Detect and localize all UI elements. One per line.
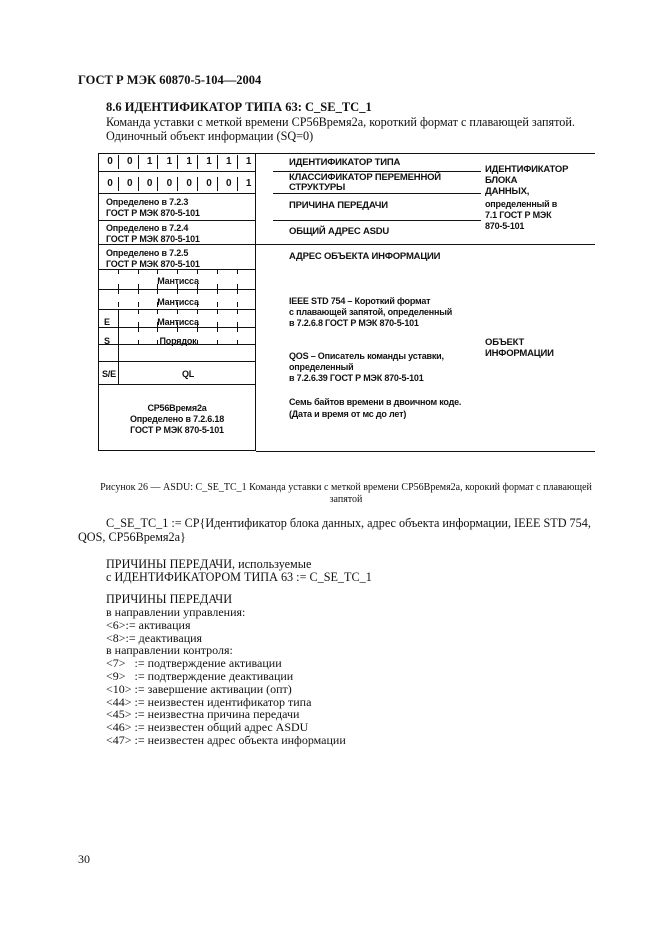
cot-list-item: <44> := неизвестен идентификатор типа xyxy=(106,694,312,709)
cot-list-item: <6>:= активация xyxy=(106,617,191,632)
cp56-ref-1: Определено в 7.2.6.18 xyxy=(129,414,225,424)
type-id-label: ИДЕНТИФИКАТОР ТИПА xyxy=(289,157,401,168)
section-title: 8.6 ИДЕНТИФИКАТОР ТИПА 63: C_SE_TC_1 xyxy=(106,100,372,114)
cot-list xyxy=(106,606,346,747)
bit-value: 0 xyxy=(127,156,133,167)
cot-list-item: <10> := завершение активации (опт) xyxy=(106,681,292,696)
bit-value: 1 xyxy=(146,156,153,167)
bit-value: 0 xyxy=(107,156,113,167)
figure-caption: Рисунок 26 — ASDU: C_SE_TC_1 Команда уставки с меткой времени СР56Время2а, корокий формат с плавающей запятой xyxy=(100,482,592,505)
mantissa-2: Мантисса xyxy=(157,297,199,307)
bit-value: 0 xyxy=(166,178,173,189)
section-description-2: Одиночный объект информации (SQ=0) xyxy=(106,129,314,143)
cot-list-item: <7> := подтверждение активации xyxy=(106,656,282,671)
object-label-1: ОБЪЕКТ xyxy=(485,337,525,348)
qos-label-2: определенный xyxy=(289,362,354,372)
section-description: Команда уставки с меткой времени СР56Время2а, короткий формат с плавающей запятой. xyxy=(106,115,575,129)
mantissa-3: Мантисса xyxy=(157,317,199,327)
dui-label-2: БЛОКА xyxy=(485,175,518,186)
mantissa-1: Мантисса xyxy=(157,276,199,286)
cot-list-item: в направлении контроля: xyxy=(106,643,233,658)
ieee-label-3: в 7.2.6.8 ГОСТ Р МЭК 870-5-101 xyxy=(289,318,419,328)
cot-label: ПРИЧИНА ПЕРЕДАЧИ xyxy=(289,200,388,211)
bit-value: 0 xyxy=(186,178,192,189)
ql-label: QL xyxy=(181,369,195,379)
order-label: Порядок xyxy=(159,336,197,346)
ioa-ref-1: Определено в 7.2.5 xyxy=(106,248,189,258)
cp56-label: CP56Время2а xyxy=(147,403,207,413)
s-label: S xyxy=(104,336,110,346)
formula-line-1: C_SE_TC_1 := СР{Идентификатор блока данных, адрес объекта информации, IEEE STD 754, xyxy=(106,516,591,530)
cot-list-item: в направлении управления: xyxy=(106,605,246,619)
cot-ref-1: Определено в 7.2.3 xyxy=(106,197,189,207)
bit-value: 1 xyxy=(166,156,173,167)
time-label-1: Семь байтов времени в двоичном коде. xyxy=(289,397,462,407)
ioa-label: АДРЕС ОБЪЕКТА ИНФОРМАЦИИ xyxy=(289,251,441,262)
se-label: S/E xyxy=(102,369,116,379)
ioa-ref-2: ГОСТ Р МЭК 870-5-101 xyxy=(106,259,200,269)
common-addr-label: ОБЩИЙ АДРЕС ASDU xyxy=(289,226,390,237)
vsq-label-1: КЛАССИФИКАТОР ПЕРЕМЕННОЙ xyxy=(289,172,441,183)
cot-used-1: ПРИЧИНЫ ПЕРЕДАЧИ, используемые xyxy=(106,557,312,571)
dui-label-4: определенный в xyxy=(485,199,558,209)
bit-value: 1 xyxy=(206,156,212,167)
bit-value: 1 xyxy=(245,156,252,167)
formula-line-2: QOS, CP56Время2а} xyxy=(78,530,186,544)
cot-title: ПРИЧИНЫ ПЕРЕДАЧИ xyxy=(106,592,233,606)
bit-value: 0 xyxy=(146,178,153,189)
qos-label-1: QOS – Описатель команды уставки, xyxy=(289,351,444,361)
cot-list-item: <45> := неизвестна причина передачи xyxy=(106,707,300,722)
cot-ref-2: ГОСТ Р МЭК 870-5-101 xyxy=(106,208,200,218)
bit-value: 0 xyxy=(127,178,133,189)
dui-label-5: 7.1 ГОСТ Р МЭК xyxy=(485,210,552,220)
dui-label-6: 870-5-101 xyxy=(485,221,525,231)
ieee-label-1: IEEE STD 754 – Короткий формат xyxy=(289,296,431,306)
dui-label-1: ИДЕНТИФИКАТОР xyxy=(485,164,569,175)
bit-value: 0 xyxy=(206,178,212,189)
cot-list-item: <47> := неизвестен адрес объекта информации xyxy=(106,732,346,747)
addr-ref-2: ГОСТ Р МЭК 870-5-101 xyxy=(106,234,200,244)
e-label: E xyxy=(104,317,110,327)
cot-list-item: <8>:= деактивация xyxy=(106,630,203,645)
bit-value: 1 xyxy=(245,178,252,189)
cot-used-2: с ИДЕНТИФИКАТОРОМ ТИПА 63 := C_SE_TC_1 xyxy=(106,570,372,584)
cp56-ref-2: ГОСТ Р МЭК 870-5-101 xyxy=(130,425,224,435)
bit-value: 0 xyxy=(107,178,113,189)
asdu-figure xyxy=(98,153,595,455)
ieee-label-2: с плавающей запятой, определенный xyxy=(289,307,453,317)
vsq-label-2: СТРУКТУРЫ xyxy=(289,182,346,193)
bit-value: 1 xyxy=(226,156,232,167)
bit-value: 0 xyxy=(226,178,232,189)
time-label-2: (Дата и время от мс до лет) xyxy=(289,409,407,419)
cot-list-item: <9> := подтверждение деактивации xyxy=(106,668,294,683)
cot-list-item: <46> := неизвестен общий адрес ASDU xyxy=(106,720,309,735)
addr-ref-1: Определено в 7.2.4 xyxy=(106,223,189,233)
document-header: ГОСТ Р МЭК 60870-5-104—2004 xyxy=(78,73,262,87)
object-label-2: ИНФОРМАЦИИ xyxy=(485,348,554,359)
page-number: 30 xyxy=(78,852,90,866)
bit-value: 1 xyxy=(186,156,192,167)
dui-label-3: ДАННЫХ, xyxy=(485,186,530,197)
qos-label-3: в 7.2.6.39 ГОСТ Р МЭК 870-5-101 xyxy=(289,373,424,383)
